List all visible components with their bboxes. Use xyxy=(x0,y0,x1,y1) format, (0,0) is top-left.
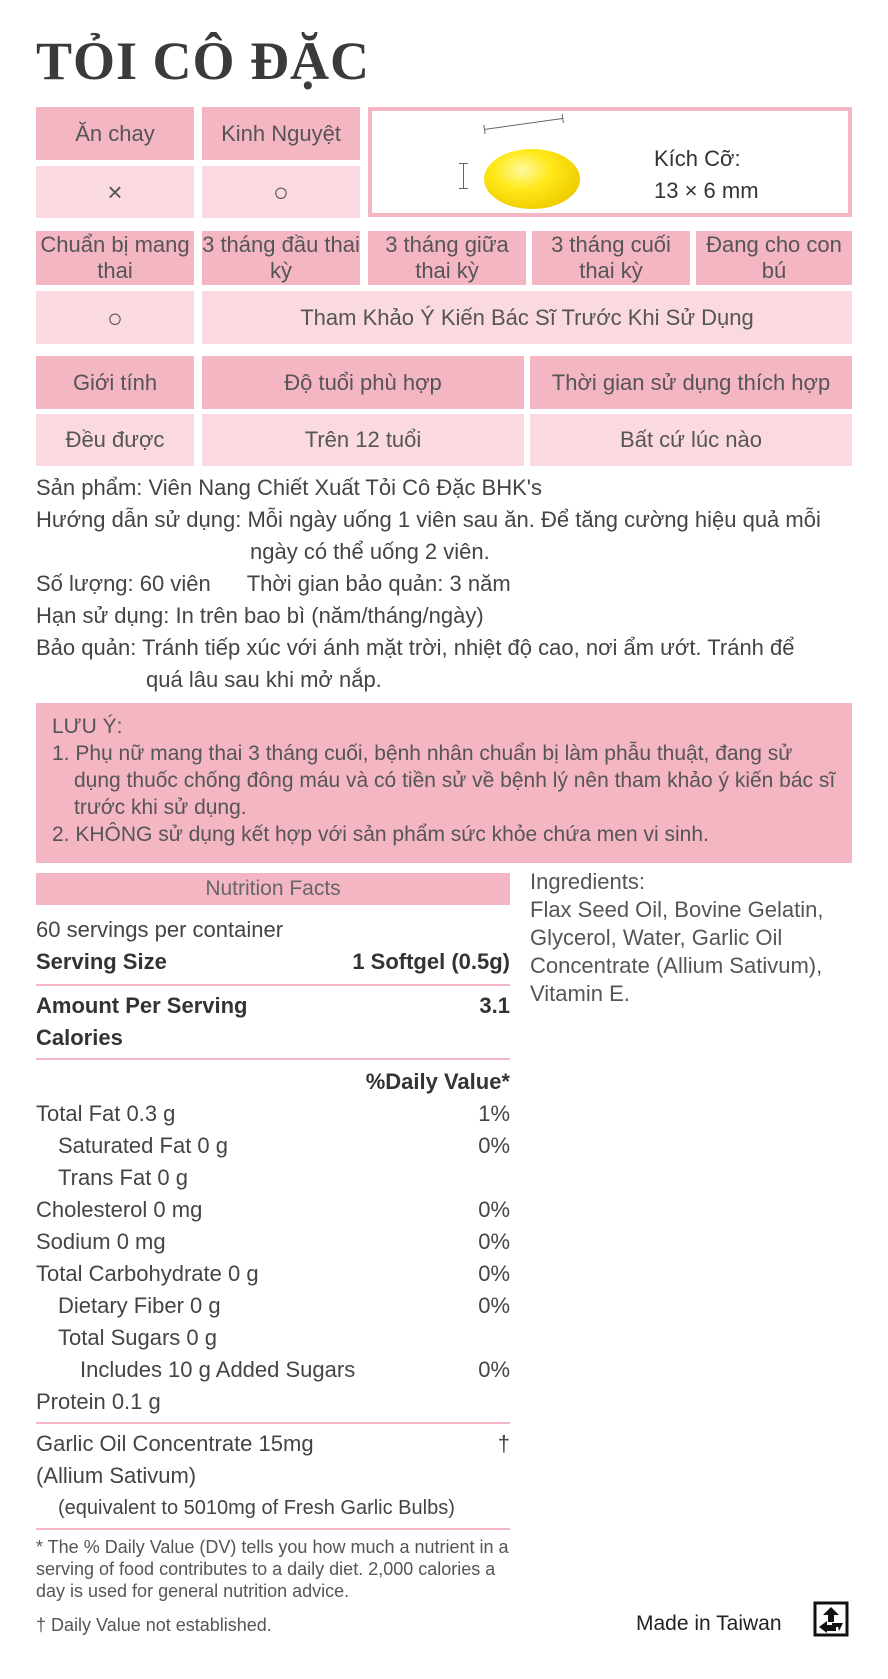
pregnancy-advice: Tham Khảo Ý Kiến Bác Sĩ Trước Khi Sử Dụng xyxy=(202,291,852,344)
divider xyxy=(36,1058,510,1060)
garlic-equivalent: (equivalent to 5010mg of Fresh Garlic Bulbs) xyxy=(58,1497,455,1519)
nutrient-dv: 0% xyxy=(478,1261,510,1286)
amount-label: Amount Per Serving xyxy=(36,993,248,1018)
gender-header: Giới tính xyxy=(36,356,194,409)
nutrient-label: Cholesterol 0 mg xyxy=(36,1197,203,1222)
recycle-icon xyxy=(812,1600,850,1638)
size-label xyxy=(654,143,759,207)
serving-size-label: Serving Size xyxy=(36,949,167,974)
product-name: Sản phẩm: Viên Nang Chiết Xuất Tỏi Cô Đặc BHK's xyxy=(36,475,542,500)
warning-note xyxy=(36,703,852,863)
width-measure-line xyxy=(484,118,563,130)
daily-value-footnote: * The % Daily Value (DV) tells you how much a nutrient in a serving of food contributes to a daily diet. 2,000 calories a day is used for general nutrition advice. xyxy=(36,1537,509,1601)
product-info xyxy=(36,472,821,696)
nutrient-dv: 0% xyxy=(478,1229,510,1254)
nutrient-row xyxy=(36,1258,510,1290)
daily-value-label: %Daily Value* xyxy=(365,1069,510,1094)
vegetarian-header: Ăn chay xyxy=(36,107,194,160)
garlic-row xyxy=(36,1428,510,1460)
shelf-life: Thời gian bảo quản: 3 năm xyxy=(246,571,511,596)
age-value: Trên 12 tuổi xyxy=(202,414,524,466)
size-label-title: Kích Cỡ: xyxy=(654,146,741,171)
nutrient-row xyxy=(36,1290,510,1322)
height-measure-line xyxy=(463,163,464,189)
note-heading: LƯU Ý: xyxy=(52,715,123,738)
pregnancy-header-first: 3 tháng đầu thai kỳ xyxy=(202,232,360,283)
nutrient-dv: 0% xyxy=(478,1133,510,1158)
nutrient-label: Includes 10 g Added Sugars xyxy=(80,1357,356,1382)
nutrient-label: Saturated Fat 0 g xyxy=(58,1133,228,1158)
pregnancy-header-second: 3 tháng giữa thai kỳ xyxy=(368,231,526,285)
nutrient-row xyxy=(36,1322,510,1354)
quantity: Số lượng: 60 viên xyxy=(36,571,211,596)
page-title: TỎI CÔ ĐẶC xyxy=(36,31,371,91)
nutrient-label: Protein 0.1 g xyxy=(36,1389,161,1414)
instructions-line-2: ngày có thể uống 2 viên. xyxy=(250,539,490,564)
daily-value-header xyxy=(36,1066,510,1098)
menstruation-value: ○ xyxy=(202,166,360,218)
pregnancy-header-prep: Chuẩn bị mang thai xyxy=(36,231,194,285)
storage-line-1: Bảo quản: Tránh tiếp xúc với ánh mặt trời, nhiệt độ cao, nơi ẩm ướt. Tránh để xyxy=(36,635,795,660)
ingredients-text: Flax Seed Oil, Bovine Gelatin, Glycerol, Water, Garlic Oil Concentrate (Allium Sativum), Vitamin E. xyxy=(530,897,824,1006)
note-item-2: 2. KHÔNG sử dụng kết hợp với sản phẩm sức khỏe chứa men vi sinh. xyxy=(52,823,709,846)
calories-row xyxy=(36,1022,510,1054)
pregnancy-header-third: 3 tháng cuối thai kỳ xyxy=(532,231,690,285)
nutrient-label: Sodium 0 mg xyxy=(36,1229,166,1254)
instructions-line-1: Hướng dẫn sử dụng: Mỗi ngày uống 1 viên sau ăn. Để tăng cường hiệu quả mỗi xyxy=(36,507,821,532)
nutrient-dv: 0% xyxy=(478,1357,510,1382)
quantity-row xyxy=(36,568,821,600)
garlic-dv: † xyxy=(497,1431,510,1456)
nutrient-label: Total Carbohydrate 0 g xyxy=(36,1261,259,1286)
serving-size-value: 1 Softgel (0.5g) xyxy=(352,949,510,974)
time-value: Bất cứ lúc nào xyxy=(530,414,852,466)
divider xyxy=(36,1528,510,1530)
vegetarian-value: × xyxy=(36,166,194,218)
calories-value: 3.1 xyxy=(479,993,510,1018)
age-header: Độ tuổi phù hợp xyxy=(202,356,524,409)
nutrient-row xyxy=(36,1098,510,1130)
amount-row xyxy=(36,990,510,1022)
divider xyxy=(36,1422,510,1424)
size-box xyxy=(368,107,852,217)
softgel-capsule-icon xyxy=(484,149,580,209)
nutrient-label: Total Sugars 0 g xyxy=(58,1325,217,1350)
dagger-footnote: † Daily Value not established. xyxy=(36,1615,272,1635)
pregnancy-prep-value: ○ xyxy=(36,291,194,344)
nutrient-dv: 0% xyxy=(478,1293,510,1318)
garlic-label: Garlic Oil Concentrate 15mg xyxy=(36,1431,314,1456)
storage-line-2: quá lâu sau khi mở nắp. xyxy=(146,667,382,692)
nutrient-label: Total Fat 0.3 g xyxy=(36,1101,176,1126)
size-value: 13 × 6 mm xyxy=(654,178,759,203)
menstruation-header: Kinh Nguyệt xyxy=(202,107,360,160)
time-header: Thời gian sử dụng thích hợp xyxy=(530,356,852,409)
nutrient-row xyxy=(36,1386,510,1418)
nutrient-row xyxy=(36,1162,510,1194)
garlic-sub: (Allium Sativum) xyxy=(36,1463,197,1488)
nutrient-dv: 0% xyxy=(478,1197,510,1222)
nutrition-facts-header: Nutrition Facts xyxy=(36,873,510,905)
ingredients-heading: Ingredients: xyxy=(530,869,645,894)
nutrient-label: Trans Fat 0 g xyxy=(58,1165,189,1190)
nutrient-row xyxy=(36,1130,510,1162)
nutrient-row xyxy=(36,1226,510,1258)
expiry: Hạn sử dụng: In trên bao bì (năm/tháng/ngày) xyxy=(36,603,484,628)
note-item-1: 1. Phụ nữ mang thai 3 tháng cuối, bệnh nhân chuẩn bị làm phẫu thuật, đang sử dụng thuốc chống đông máu và có tiền sử về bệnh lý nên tham khảo ý kiến bác sĩ trước khi sử dụng. xyxy=(52,742,836,819)
serving-size-row xyxy=(36,946,510,978)
divider xyxy=(36,984,510,986)
gender-value: Đều được xyxy=(36,414,194,466)
pregnancy-header-breastfeeding: Đang cho con bú xyxy=(696,231,852,285)
nutrient-label: Dietary Fiber 0 g xyxy=(58,1293,221,1318)
nutrient-dv: 1% xyxy=(478,1101,510,1126)
calories-label: Calories xyxy=(36,1025,123,1050)
ingredients xyxy=(530,868,860,1008)
servings-per-container: 60 servings per container xyxy=(36,917,284,942)
made-in-label: Made in Taiwan xyxy=(636,1612,782,1635)
nutrient-row xyxy=(36,1194,510,1226)
nutrient-row xyxy=(36,1354,510,1386)
